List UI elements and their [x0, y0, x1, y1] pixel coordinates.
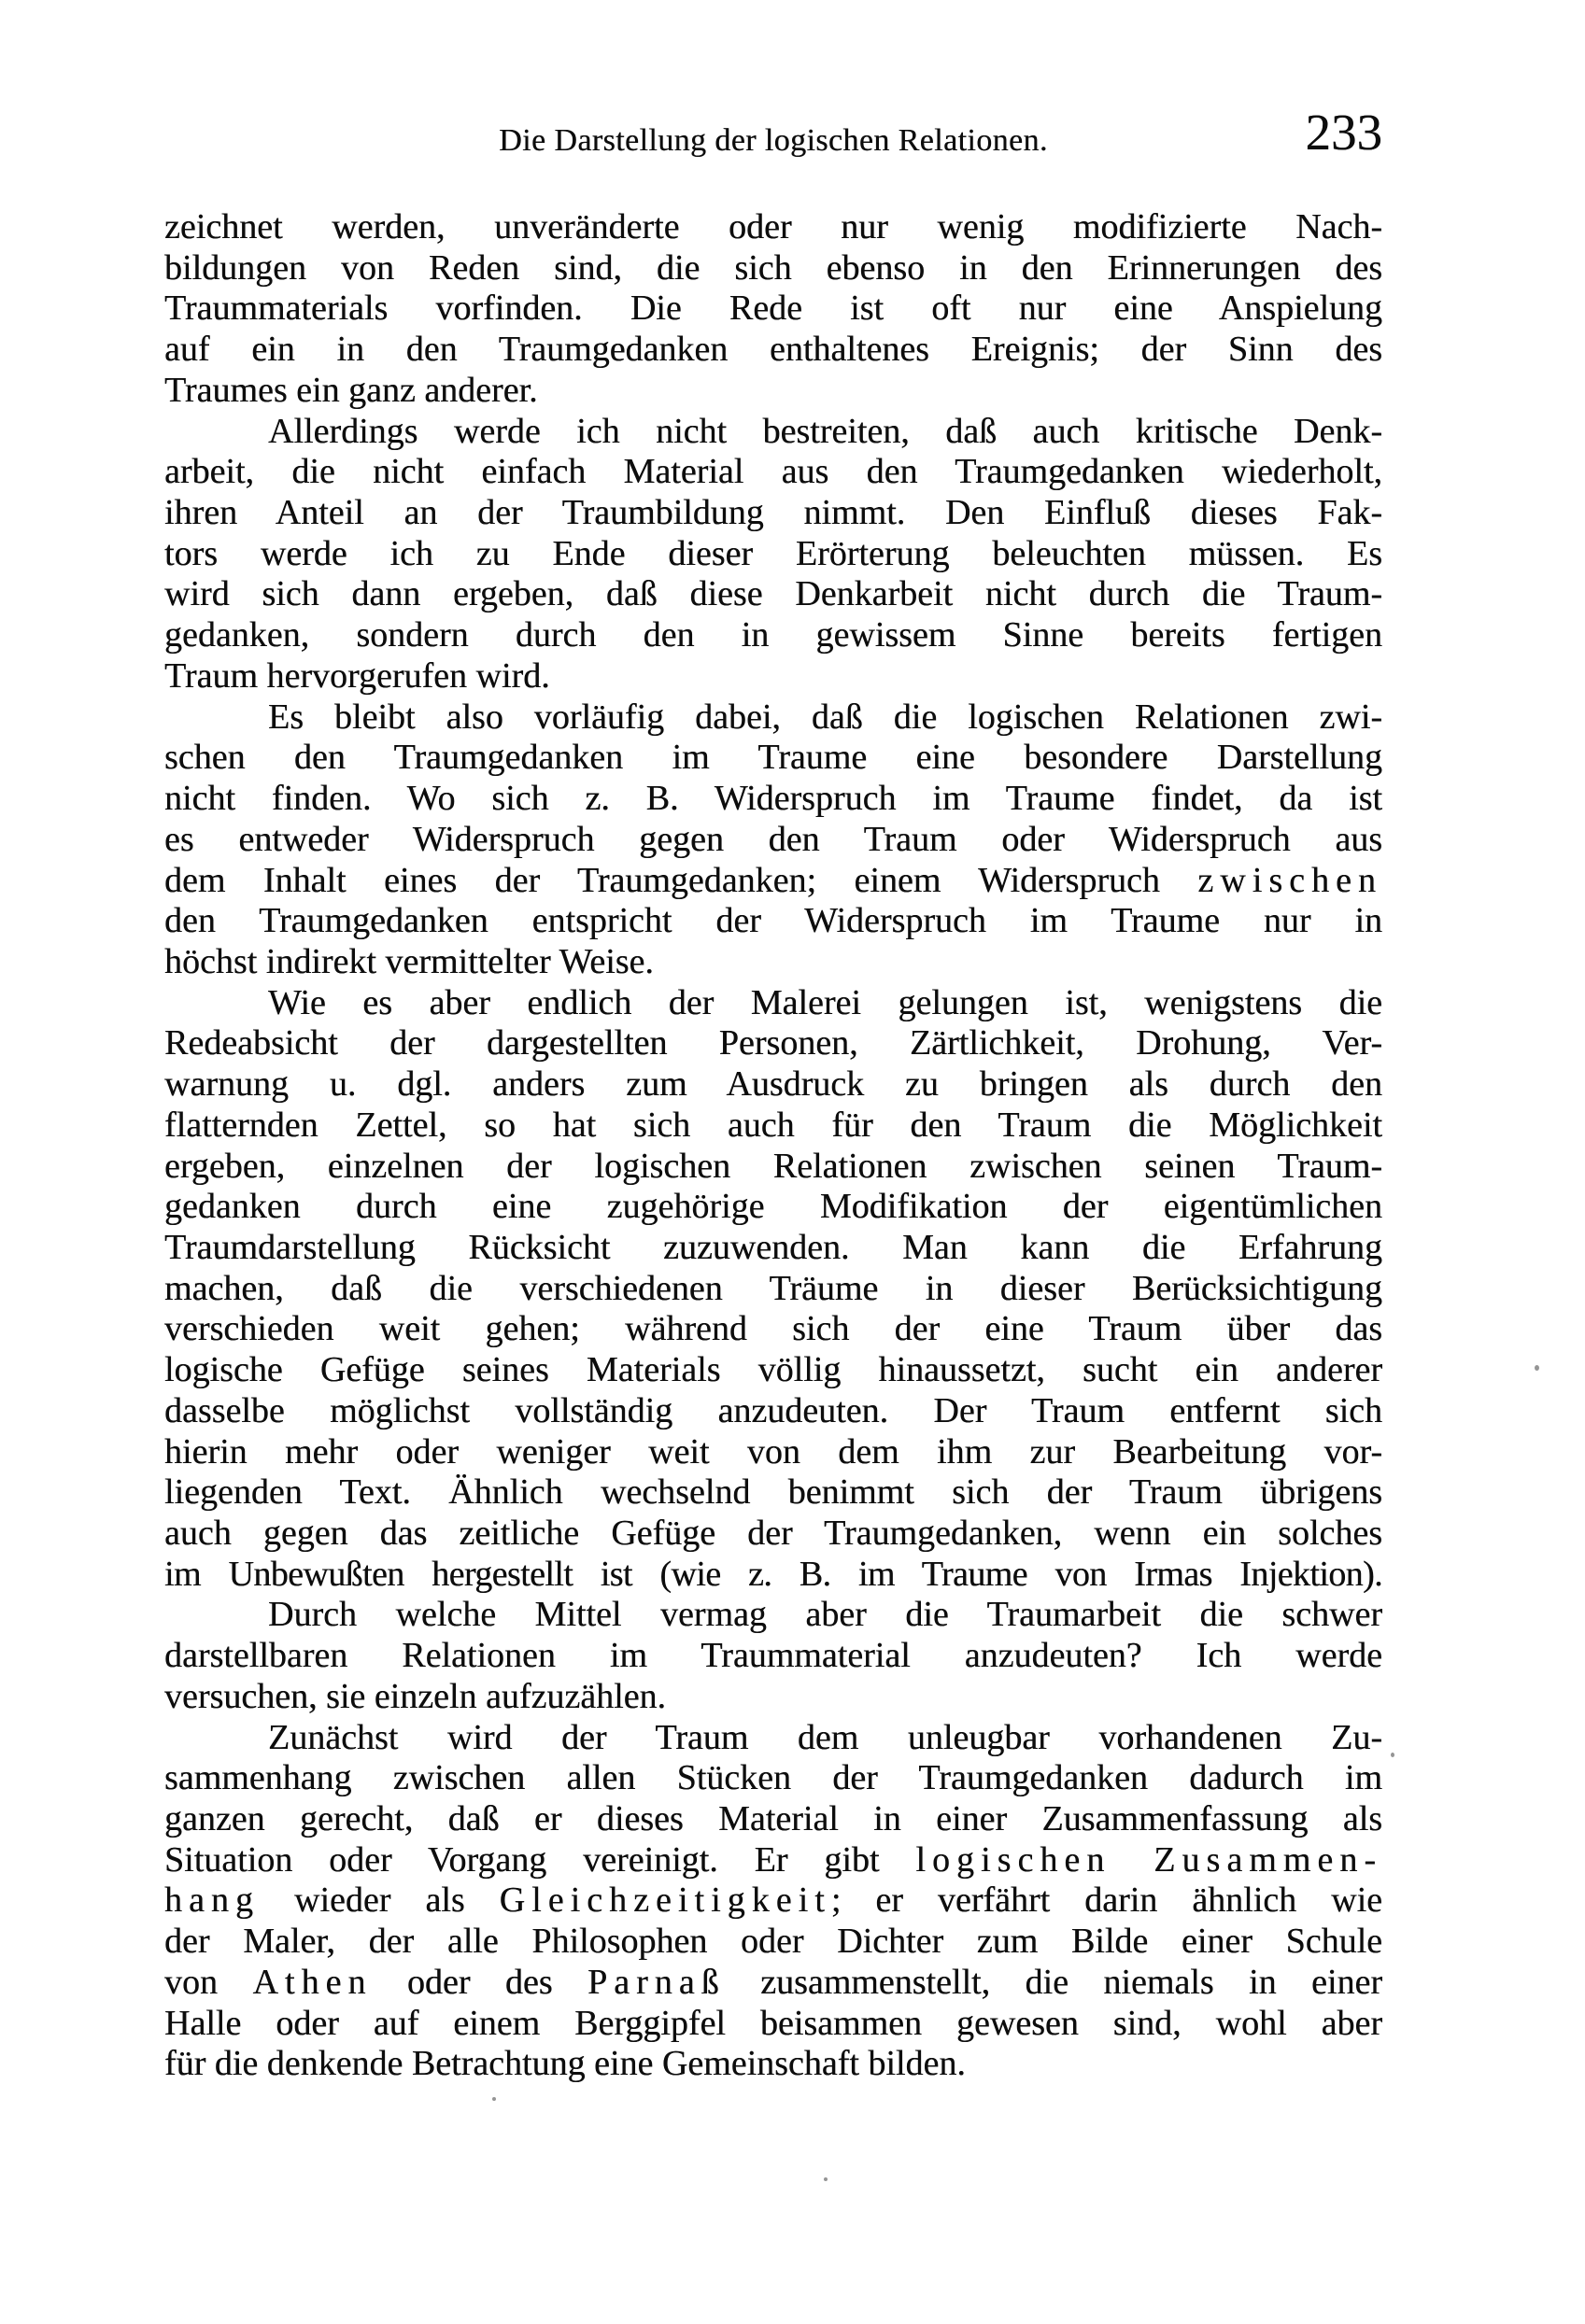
text-line [164, 1432, 1382, 1473]
page-text [164, 207, 1382, 2085]
scan-speck [1535, 1365, 1539, 1371]
text-run: hierin mehr oder weniger weit von dem ihm zur Bearbeitung vor- [164, 1431, 1382, 1472]
emphasized-text: hang [164, 1880, 260, 1921]
text-run: Durch welche Mittel vermag aber die Traumarbeit die schwer [268, 1595, 1382, 1635]
text-run: den Traumgedanken entspricht der Widerspruch im Traume nur in [164, 901, 1382, 941]
text-line [164, 1106, 1382, 1147]
text-run: Traumdarstellung Rücksicht zuzuwenden. Man kann die Erfahrung [164, 1227, 1382, 1267]
text-run: nicht finden. Wo sich z. B. Widerspruch im Traume findet, da ist [164, 779, 1382, 819]
text-line [164, 1555, 1382, 1596]
text-line [164, 2044, 1382, 2085]
text-line [164, 534, 1382, 575]
text-line [164, 1391, 1382, 1432]
text-run: versuchen, sie einzeln aufzuzählen. [164, 1676, 667, 1716]
text-run: Wie es aber endlich der Malerei gelungen ist, wenigstens die [268, 982, 1382, 1022]
text-run: liegenden Text. Ähnlich wechselnd benimmt sich der Traum übrigens [164, 1472, 1382, 1513]
text-run: Traummaterials vorfinden. Die Rede ist oft nur eine Anspielung [164, 289, 1382, 329]
text-run: ergeben, einzelnen der logischen Relationen zwischen seinen Traum- [164, 1146, 1382, 1186]
text-run: warnung u. dgl. anders zum Ausdruck zu bringen als durch den [164, 1064, 1382, 1105]
text-run: zeichnet werden, unveränderte oder nur wenig modifizierte Nach- [164, 207, 1382, 246]
page-number: 233 [1305, 104, 1382, 161]
text-run: Traumes ein ganz anderer. [164, 370, 538, 410]
text-line [164, 1269, 1382, 1310]
text-run: Zunächst wird der Traum dem unleugbar vorhandenen Zu- [268, 1717, 1382, 1757]
text-line [164, 1718, 1382, 1759]
text-run: es entweder Widerspruch gegen den Traum oder Widerspruch aus [164, 819, 1382, 859]
scan-speck [1391, 1753, 1394, 1757]
text-line [164, 1147, 1382, 1188]
text-run: verschieden weit gehen; während sich der eine Traum über das [164, 1309, 1382, 1349]
text-run: ihren Anteil an der Traumbildung nimmt. Den Einfluß dieses Fak- [164, 493, 1382, 533]
text-line [164, 738, 1382, 779]
text-run: Situation oder Vorgang vereinigt. Er gibt [164, 1839, 916, 1880]
text-run: dasselbe möglichst vollständig anzudeuten. Der Traum entfernt sich [164, 1390, 1382, 1430]
page-header [164, 0, 1382, 196]
text-line [164, 697, 1382, 739]
text-line [164, 574, 1382, 615]
text-line [164, 615, 1382, 656]
text-line [164, 1350, 1382, 1391]
text-line [164, 1963, 1382, 2004]
text-line [164, 1922, 1382, 1963]
text-run: Es bleibt also vorläufig dabei, daß die logischen Relationen zwi- [268, 697, 1382, 737]
text-line [164, 820, 1382, 861]
text-line [164, 942, 1382, 983]
text-run: auch gegen das zeitliche Gefüge der Traumgedanken, wenn ein solches [164, 1514, 1382, 1553]
text-line [164, 656, 1382, 697]
text-line [164, 452, 1382, 493]
text-run: sammenhang zwischen allen Stücken der Traumgedanken dadurch im [164, 1758, 1382, 1798]
text-run: darstellbaren Relationen im Traummaterial anzudeuten? Ich werde [164, 1636, 1382, 1676]
text-run: gedanken, sondern durch den in gewissem Sinne bereits fertigen [164, 615, 1382, 655]
running-title: Die Darstellung der logischen Relationen. [499, 123, 1048, 158]
text-line [164, 901, 1382, 942]
text-run: Halle oder auf einem Berggipfel beisammen gewesen sind, wohl aber [164, 2003, 1382, 2043]
text-line [164, 412, 1382, 453]
text-line [164, 2004, 1382, 2045]
text-line [164, 1472, 1382, 1514]
text-line [164, 493, 1382, 534]
emphasized-text: Parnaß [587, 1962, 726, 2002]
text-run: machen, daß die verschiedenen Träume in dieser Berücksichtigung [164, 1268, 1382, 1308]
text-line [164, 1758, 1382, 1799]
text-run: Allerdings werde ich nicht bestreiten, daß auch kritische Denk- [268, 411, 1382, 451]
text-line [164, 1064, 1382, 1106]
text-run: ganzen gerecht, daß er dieses Material in einer Zusammenfassung als [164, 1799, 1382, 1839]
text-line [164, 1023, 1382, 1064]
text-line [164, 983, 1382, 1024]
text-run: zusammenstellt, die niemals in einer [725, 1962, 1382, 2002]
scan-speck [492, 2097, 496, 2101]
text-run: dem Inhalt eines der Traumgedanken; einem Widerspruch [164, 860, 1198, 900]
scan-speck [824, 2177, 828, 2181]
text-line [164, 1636, 1382, 1677]
text-line [164, 207, 1382, 248]
text-run: flatternden Zettel, so hat sich auch für den Traum die Möglichkeit [164, 1105, 1382, 1145]
text-run: von [164, 1962, 253, 2002]
text-line [164, 371, 1382, 412]
text-line [164, 1228, 1382, 1269]
text-run: logische Gefüge seines Materials völlig hinaussetzt, sucht ein anderer [164, 1350, 1382, 1390]
text-run: bildungen von Reden sind, die sich ebenso in den Erinnerungen des [164, 247, 1382, 288]
text-run: gedanken durch eine zugehörige Modifikation der eigentümlichen [164, 1187, 1382, 1227]
text-run: im Unbewußten hergestellt ist (wie z. B. im Traume von Irmas Injektion). [164, 1554, 1382, 1594]
text-run: oder des [372, 1962, 588, 2002]
text-run: Traum hervorgerufen wird. [164, 655, 550, 696]
text-line [164, 1595, 1382, 1636]
text-run: tors werde ich zu Ende dieser Erörterung beleuchten müssen. Es [164, 533, 1382, 573]
text-run: der Maler, der alle Philosophen oder Dichter zum Bilde einer Schule [164, 1922, 1382, 1962]
text-run: höchst indirekt vermittelter Weise. [164, 941, 654, 981]
text-line [164, 1514, 1382, 1555]
text-run: wird sich dann ergeben, daß diese Denkarbeit nicht durch die Traum- [164, 574, 1382, 614]
text-line [164, 861, 1382, 902]
text-run: schen den Traumgedanken im Traume eine besondere Darstellung [164, 738, 1382, 778]
emphasized-text: zwischen [1197, 860, 1382, 900]
text-line [164, 1880, 1382, 1922]
emphasized-text: Gleichzeitigkeit [499, 1880, 831, 1921]
emphasized-text: Athen [252, 1962, 373, 2002]
text-line [164, 289, 1382, 330]
text-line [164, 1840, 1382, 1881]
text-line [164, 1799, 1382, 1840]
text-line [164, 248, 1382, 289]
text-line [164, 779, 1382, 820]
text-run: ; er verfährt darin ähnlich wie [830, 1880, 1382, 1921]
text-run: für die denkende Betrachtung eine Gemeinschaft bilden. [164, 2044, 966, 2084]
text-line [164, 1187, 1382, 1228]
text-run: auf ein in den Traumgedanken enthaltenes Ereignis; der Sinn des [164, 330, 1382, 370]
text-run: wieder als [260, 1880, 500, 1921]
text-run: arbeit, die nicht einfach Material aus den Traumgedanken wiederholt, [164, 452, 1382, 492]
emphasized-text: logischen Zusammen- [915, 1839, 1382, 1880]
text-run: Redeabsicht der dargestellten Personen, Zärtlichkeit, Drohung, Ver- [164, 1023, 1382, 1063]
text-line [164, 1309, 1382, 1350]
text-line [164, 330, 1382, 371]
text-line [164, 1677, 1382, 1718]
